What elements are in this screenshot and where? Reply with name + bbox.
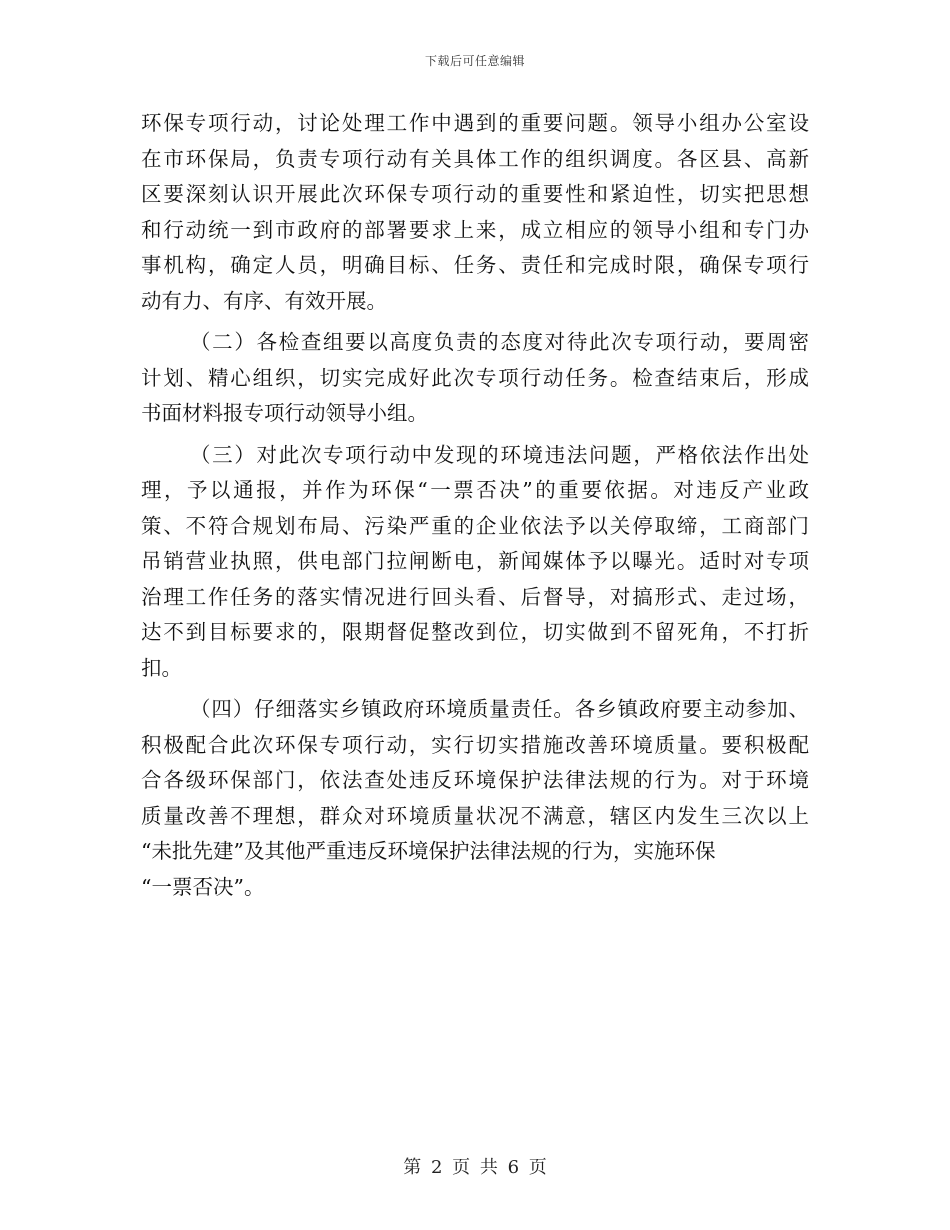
text-line: 和行动统一到市政府的部署要求上来，成立相应的领导小组和专门办: [141, 217, 809, 242]
text-line: 积极配合此次环保专项行动，实行切实措施改善环境质量。要积极配: [141, 732, 809, 757]
text-line: 区要深刻认识开展此次环保专项行动的重要性和紧迫性，切实把思想: [141, 182, 809, 206]
paragraph: [141, 325, 809, 432]
text-line: “未批先建”及其他严重违反环境保护法律法规的行为，实施环保: [141, 839, 716, 863]
text-line: 策、不符合规划布局、污染严重的企业依法予以关停取缔，工商部门: [141, 513, 809, 538]
paragraph: [141, 438, 809, 687]
page-header: 下载后可任意编辑: [424, 54, 525, 68]
text-line: 扣。: [141, 655, 182, 680]
text-line: 计划、精心组织，切实完成好此次专项行动任务。检查结束后，形成: [141, 365, 809, 390]
text-line: 达不到目标要求的，限期督促整改到位，切实做到不留死角，不打折: [141, 620, 809, 644]
text-line: 理，予以通报，并作为环保“一票否决”的重要依据。对违反产业政: [141, 478, 809, 502]
text-line: 治理工作任务的落实情况进行回头看、后督导，对搞形式、走过场，: [141, 584, 809, 609]
text-line: （二）各检查组要以高度负责的态度对待此次专项行动，要周密: [190, 330, 809, 354]
text-line: 吊销营业执照，供电部门拉闸断电，新闻媒体予以曝光。适时对专项: [141, 549, 809, 573]
paragraph: [141, 106, 809, 319]
text-line: “一票否决”。: [141, 874, 265, 899]
text-line: 在市环保局，负责专项行动有关具体工作的组织调度。各区县、高新: [141, 146, 809, 171]
text-line: 动有力、有序、有效开展。: [141, 288, 387, 313]
text-line: 事机构，确定人员，明确目标、任务、责任和完成时限，确保专项行: [141, 253, 809, 277]
document-body: [141, 106, 809, 905]
text-line: （三）对此次专项行动中发现的环境违法问题，严格依法作出处: [190, 442, 809, 467]
page-number: 第 2 页 共 6 页: [403, 1157, 547, 1178]
text-line: 书面材料报专项行动领导小组。: [141, 401, 428, 425]
text-line: 环保专项行动，讨论处理工作中遇到的重要问题。领导小组办公室设: [141, 111, 809, 135]
text-line: 合各级环保部门，依法查处违反环境保护法律法规的行为。对于环境: [141, 768, 809, 792]
text-line: （四）仔细落实乡镇政府环境质量责任。各乡镇政府要主动参加、: [190, 697, 809, 721]
paragraph: [141, 692, 809, 905]
text-line: 质量改善不理想，群众对环境质量状况不满意，辖区内发生三次以上: [141, 803, 809, 828]
